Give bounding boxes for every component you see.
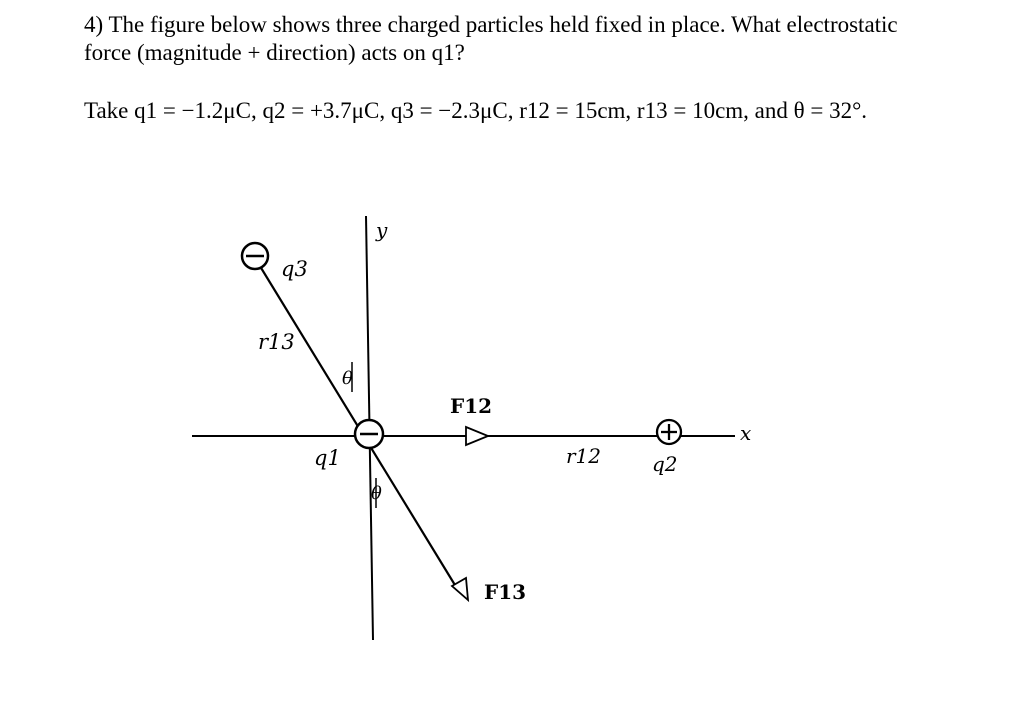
y-axis-label: y bbox=[376, 218, 388, 242]
q2-label: q2 bbox=[652, 452, 678, 476]
q1-charge bbox=[355, 420, 383, 448]
x-axis-label: x bbox=[740, 421, 752, 445]
r13-label: r13 bbox=[258, 330, 295, 354]
given-values: Take q1 = −1.2μC, q2 = +3.7μC, q3 = −2.3μC, r12 = 15cm, r13 = 10cm, and θ = 32°. bbox=[84, 98, 868, 123]
q1-label: q1 bbox=[314, 446, 341, 470]
theta-upper-label: θ bbox=[342, 368, 353, 389]
theta-lower-label: θ bbox=[371, 483, 382, 504]
question-line-1: 4) The figure below shows three charged particles held fixed in place. What electrostatic bbox=[84, 12, 898, 37]
q2-charge bbox=[657, 420, 681, 444]
question-line-2: force (magnitude + direction) acts on q1? bbox=[84, 40, 465, 65]
r12-label: r12 bbox=[566, 444, 602, 468]
q3-label: q3 bbox=[281, 257, 308, 281]
r13-line bbox=[255, 258, 458, 590]
f13-arrowhead bbox=[452, 578, 468, 600]
f12-arrowhead bbox=[466, 427, 488, 445]
q3-charge bbox=[242, 243, 268, 269]
f13-label: F13 bbox=[484, 580, 527, 604]
f12-label: F12 bbox=[450, 394, 493, 418]
